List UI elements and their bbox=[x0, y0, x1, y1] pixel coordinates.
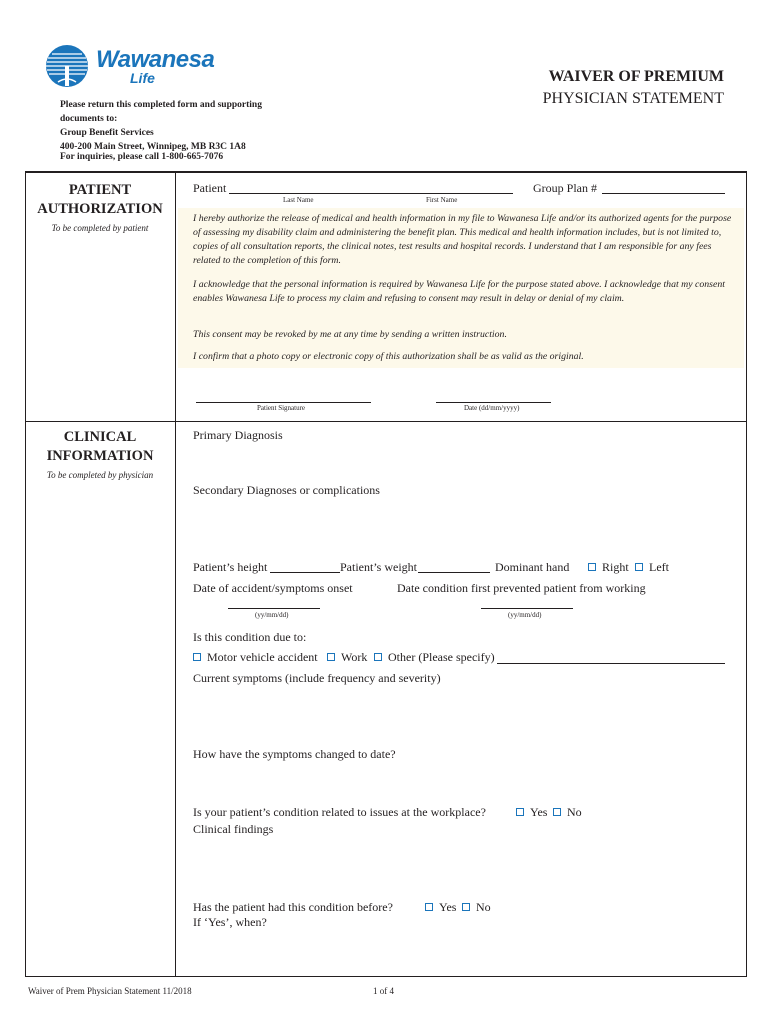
work-checkbox[interactable] bbox=[327, 653, 335, 661]
other-label: Other (Please specify) bbox=[388, 650, 495, 664]
last-name-label: Last Name bbox=[283, 196, 314, 204]
inquiries-line: For inquiries, please call 1-800-665-7076 bbox=[60, 152, 224, 162]
first-prevented-label: Date condition first prevented patient from working bbox=[397, 581, 646, 595]
patient-auth-subtitle: To be completed by patient bbox=[51, 223, 149, 233]
had-before-no-checkbox[interactable] bbox=[462, 903, 470, 911]
had-before-yes-checkbox[interactable] bbox=[425, 903, 433, 911]
clinical-findings-label: Clinical findings bbox=[193, 822, 274, 836]
return-line: 400-200 Main Street, Winnipeg, MB R3C 1A8 bbox=[60, 142, 246, 152]
consent-paragraph: I confirm that a photo copy or electronic copy of this authorization shall be as valid as the original. bbox=[193, 351, 584, 362]
other-checkbox[interactable] bbox=[374, 653, 382, 661]
signature-date-field[interactable] bbox=[436, 402, 551, 403]
clinical-information-section bbox=[25, 421, 747, 977]
other-specify-field[interactable] bbox=[497, 663, 725, 664]
consent-paragraph: I acknowledge that the personal information is required by Wawanesa Life for the purpose stated above. I acknowledge that my consent enables Wawanesa Life to process my claim and refusing to consent may result in delay or denial of my claim. bbox=[193, 279, 725, 304]
return-line: documents to: bbox=[60, 114, 118, 124]
weight-field[interactable] bbox=[418, 572, 490, 573]
left-label: Left bbox=[649, 560, 669, 574]
prevented-date-field[interactable] bbox=[481, 608, 573, 609]
section-divider bbox=[175, 421, 176, 977]
title-line: CLINICAL bbox=[63, 429, 137, 445]
first-name-label: First Name bbox=[426, 196, 458, 204]
no-label: No bbox=[476, 900, 491, 914]
right-hand-option[interactable] bbox=[588, 560, 629, 575]
symptoms-changed-label: How have the symptoms changed to date? bbox=[193, 747, 396, 761]
right-checkbox[interactable] bbox=[588, 563, 596, 571]
condition-due-label: Is this condition due to: bbox=[193, 630, 307, 644]
yes-label: Yes bbox=[530, 805, 548, 819]
yes-label: Yes bbox=[439, 900, 457, 914]
accident-date-format: (yy/mm/dd) bbox=[255, 611, 289, 619]
page-number: 1 of 4 bbox=[373, 986, 394, 996]
workplace-question: Is your patient’s condition related to issues at the workplace? bbox=[193, 805, 486, 819]
if-yes-when-label: If ‘Yes’, when? bbox=[193, 915, 267, 929]
consent-box bbox=[178, 208, 744, 368]
left-hand-option[interactable] bbox=[635, 560, 669, 575]
return-line: Group Benefit Services bbox=[60, 128, 154, 138]
height-field[interactable] bbox=[270, 572, 340, 573]
work-label: Work bbox=[341, 650, 368, 664]
primary-diagnosis-label: Primary Diagnosis bbox=[193, 428, 283, 442]
secondary-diagnoses-label: Secondary Diagnoses or complications bbox=[193, 483, 380, 497]
motor-vehicle-checkbox[interactable] bbox=[193, 653, 201, 661]
consent-paragraph: This consent may be revoked by me at any time by sending a written instruction. bbox=[193, 329, 507, 340]
left-checkbox[interactable] bbox=[635, 563, 643, 571]
other-option[interactable] bbox=[374, 650, 495, 665]
patient-auth-title bbox=[25, 181, 175, 219]
section-divider bbox=[175, 172, 176, 422]
group-plan-field[interactable] bbox=[602, 193, 725, 194]
clinical-info-subtitle: To be completed by physician bbox=[46, 470, 154, 480]
title-line: AUTHORIZATION bbox=[37, 201, 163, 217]
work-option[interactable] bbox=[327, 650, 367, 665]
workplace-no-option[interactable] bbox=[553, 805, 582, 820]
height-label: Patient’s height bbox=[193, 560, 268, 574]
return-address bbox=[60, 98, 300, 154]
patient-label: Patient bbox=[193, 181, 227, 195]
patient-signature-field[interactable] bbox=[196, 402, 371, 403]
signature-date-label: Date (dd/mm/yyyy) bbox=[464, 404, 520, 412]
motor-vehicle-option[interactable] bbox=[193, 650, 318, 665]
prevented-date-format: (yy/mm/dd) bbox=[508, 611, 542, 619]
brand-name: Wawanesa bbox=[96, 46, 215, 73]
brand-sub: Life bbox=[130, 70, 155, 86]
patient-signature-label: Patient Signature bbox=[257, 404, 306, 412]
accident-date-field[interactable] bbox=[228, 608, 320, 609]
weight-label: Patient’s weight bbox=[340, 560, 417, 574]
had-before-question: Has the patient had this condition before? bbox=[193, 900, 393, 914]
clinical-info-title bbox=[25, 428, 175, 466]
workplace-yes-option[interactable] bbox=[516, 805, 547, 820]
return-line: Please return this completed form and supporting bbox=[60, 100, 262, 110]
had-before-no-option[interactable] bbox=[462, 900, 491, 915]
group-plan-label: Group Plan # bbox=[533, 181, 597, 195]
right-label: Right bbox=[602, 560, 629, 574]
patient-name-field[interactable] bbox=[229, 193, 513, 194]
workplace-no-checkbox[interactable] bbox=[553, 808, 561, 816]
no-label: No bbox=[567, 805, 582, 819]
form-title: WAIVER OF PREMIUM bbox=[548, 68, 724, 85]
had-before-yes-option[interactable] bbox=[425, 900, 456, 915]
title-line: INFORMATION bbox=[46, 448, 154, 464]
form-id-footer: Waiver of Prem Physician Statement 11/2018 bbox=[28, 986, 192, 996]
consent-paragraph: I hereby authorize the release of medical and health information in my file to Wawanesa Life and/or its authorized agents for the purpose of assessing my disability claim and administering the benefit plan. This medical and health information includes, but is not limited to, copies of all consultation reports, the clinical notes, test results and hospital records. I understand that I am responsible for any fees related to the completion of this form. bbox=[193, 213, 732, 266]
title-line: PATIENT bbox=[68, 182, 132, 198]
dominant-hand-label: Dominant hand bbox=[495, 560, 570, 574]
motor-vehicle-label: Motor vehicle accident bbox=[207, 650, 318, 664]
form-subtitle: PHYSICIAN STATEMENT bbox=[542, 90, 724, 107]
workplace-yes-checkbox[interactable] bbox=[516, 808, 524, 816]
current-symptoms-label: Current symptoms (include frequency and severity) bbox=[193, 671, 441, 685]
accident-onset-label: Date of accident/symptoms onset bbox=[193, 581, 353, 595]
